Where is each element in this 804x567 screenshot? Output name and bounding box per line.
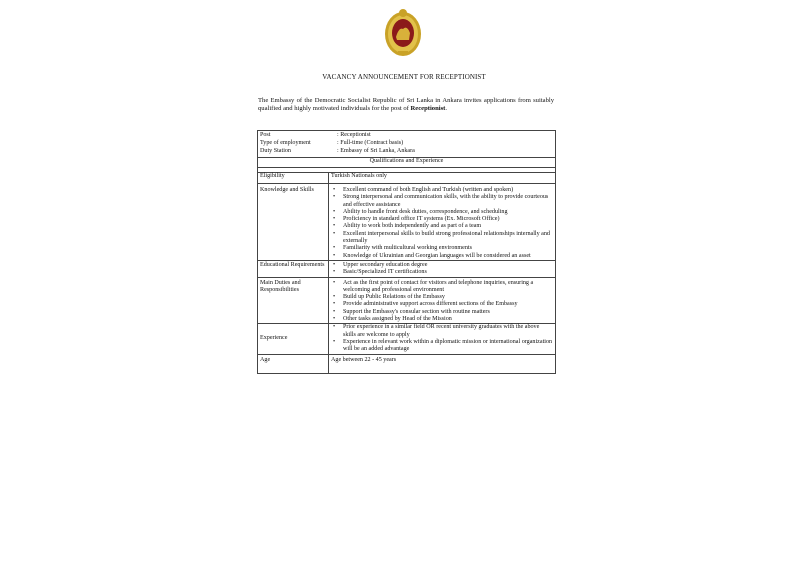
list-item: • Act as the first point of contact for visitors and telephone inquiries, ensuring a welcoming and professional environment	[343, 280, 553, 295]
age-label: Age	[258, 354, 329, 373]
knowledge-list	[331, 187, 553, 260]
duties-row	[258, 277, 556, 324]
list-item: • Prior experience in a similar field OR recent university graduates with the above skills are welcome to apply	[343, 324, 553, 339]
education-label: Educational Requirements	[258, 260, 329, 277]
knowledge-row	[258, 184, 556, 261]
post-row: Post : Receptionist	[260, 132, 371, 138]
list-item: • Excellent command of both English and Turkish (written and spoken)	[343, 187, 553, 194]
list-item: • Excellent interpersonal skills to build strong professional relationships internally and externally	[343, 231, 553, 246]
intro-paragraph: The Embassy of the Democratic Socialist Republic of Sri Lanka in Ankara invites applications from suitably qualified and highly motivated individuals for the post of Receptionist.	[258, 97, 554, 113]
eligibility-value: Turkish Nationals only	[329, 173, 556, 184]
list-item: • Strong interpersonal and communication skills, with the ability to provide courteous and effective assistance	[343, 194, 553, 209]
experience-label: Experience	[258, 324, 329, 354]
page-title: VACANCY ANNOUNCEMENT FOR RECEPTIONIST	[322, 73, 486, 81]
vacancy-table	[257, 130, 556, 374]
list-item: • Familiarity with multicultural working environments	[343, 245, 553, 252]
list-item: • Basic/Specialized IT certifications	[343, 269, 553, 276]
education-row	[258, 260, 556, 277]
eligibility-row	[258, 173, 556, 184]
list-item: • Build up Public Relations of the Embassy	[343, 294, 553, 301]
duty-station-row: Duty Station : Embassy of Sri Lanka, Ankara	[260, 148, 415, 154]
employment-type-row: Type of employment : Full-time (Contract basis)	[260, 140, 404, 146]
list-item: • Experience in relevant work within a diplomatic mission or international organization will be an added advantage	[343, 339, 553, 354]
knowledge-label: Knowledge and Skills	[258, 184, 329, 261]
list-item: • Other tasks assigned by Head of the Mission	[343, 316, 553, 323]
age-value: Age between 22 - 45 years	[329, 354, 556, 373]
list-item: • Support the Embassy's consular section with routine matters	[343, 309, 553, 316]
eligibility-label: Eligibility	[258, 173, 329, 184]
post-details	[258, 131, 556, 158]
experience-list	[331, 324, 553, 353]
list-item: • Knowledge of Ukrainian and Georgian languages will be considered an asset	[343, 253, 553, 260]
list-item: • Ability to work both independently and as part of a team	[343, 223, 553, 230]
section-title: Qualifications and Experience	[258, 158, 556, 168]
list-item: • Upper secondary education degree	[343, 262, 553, 269]
list-item: • Ability to handle front desk duties, correspondence, and scheduling	[343, 209, 553, 216]
duties-label: Main Duties and Responsibilities	[258, 277, 329, 324]
duties-list	[331, 280, 553, 324]
education-list	[331, 262, 553, 277]
list-item: • Provide administrative support across different sections of the Embassy	[343, 301, 553, 308]
sri-lanka-emblem-icon	[383, 7, 423, 59]
age-row	[258, 354, 556, 373]
experience-row	[258, 324, 556, 354]
list-item: • Proficiency in standard office IT systems (Ex. Microsoft Office)	[343, 216, 553, 223]
